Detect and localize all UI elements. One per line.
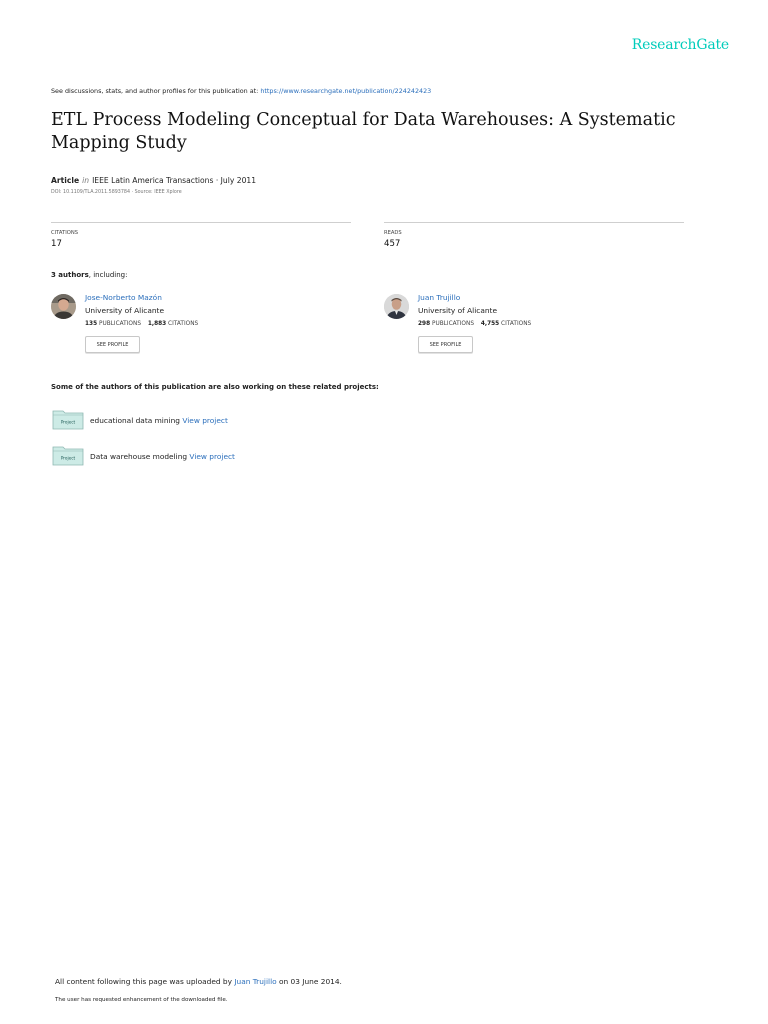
project-text xyxy=(90,416,228,425)
author-card xyxy=(384,292,684,357)
project-folder-label: Project xyxy=(60,455,76,461)
enhancement-note: The user has requested enhancement of the downloaded file. xyxy=(55,997,228,1003)
publication-venue-date: IEEE Latin America Transactions · July 2011 xyxy=(92,176,257,185)
publications-label: PUBLICATIONS xyxy=(431,321,475,327)
publications-count: 298 xyxy=(418,321,431,327)
uploader-link[interactable]: Juan Trujillo xyxy=(234,977,277,986)
reads-value: 457 xyxy=(384,239,401,249)
author-photo-icon xyxy=(51,294,76,319)
discussions-text: See discussions, stats, and author profiles for this publication at: xyxy=(51,87,261,95)
reads-label: READS xyxy=(384,230,402,236)
authors-count: 3 authors xyxy=(51,271,89,279)
view-project-link[interactable]: View project xyxy=(182,416,228,425)
avatar[interactable] xyxy=(384,294,409,319)
citations-count: 1,883 xyxy=(147,321,167,327)
citations-label: CITATIONS xyxy=(168,321,199,327)
authors-including: , including: xyxy=(88,271,128,279)
upload-suffix: on 03 June 2014. xyxy=(276,977,342,986)
citations-label: CITATIONS xyxy=(501,321,532,327)
project-folder-icon xyxy=(52,444,84,466)
project-text xyxy=(90,452,235,461)
doi-source: DOI: 10.1109/TLA.2011.5893784 · Source: IEEE Xplore xyxy=(51,190,182,195)
see-profile-button[interactable]: SEE PROFILE xyxy=(418,336,473,353)
author-photo-icon xyxy=(384,294,409,319)
reads-divider xyxy=(384,222,684,223)
project-name: educational data mining xyxy=(90,416,183,425)
publication-url-link[interactable]: https://www.researchgate.net/publication/224242423 xyxy=(260,87,432,95)
author-name-link[interactable]: Juan Trujillo xyxy=(418,293,461,302)
project-folder-icon xyxy=(52,408,84,430)
authors-count-line xyxy=(51,271,127,279)
author-stats xyxy=(418,321,531,327)
see-profile-button[interactable]: SEE PROFILE xyxy=(85,336,140,353)
author-card xyxy=(51,292,351,357)
in-label: in xyxy=(82,176,90,185)
upload-prefix: All content following this page was uploaded by xyxy=(55,977,235,986)
citations-value: 17 xyxy=(51,239,62,249)
author-institution: University of Alicante xyxy=(418,306,497,315)
author-institution: University of Alicante xyxy=(85,306,164,315)
project-name: Data warehouse modeling xyxy=(90,452,190,461)
related-projects-heading: Some of the authors of this publication are also working on these related projects: xyxy=(51,383,379,391)
project-item xyxy=(52,408,452,432)
upload-note xyxy=(55,977,342,986)
author-stats xyxy=(85,321,198,327)
citations-label: CITATIONS xyxy=(51,230,79,236)
view-project-link[interactable]: View project xyxy=(189,452,235,461)
publication-type: Article xyxy=(51,176,80,185)
publication-title: ETL Process Modeling Conceptual for Data Warehouses: A Systematic Mapping Study xyxy=(51,110,676,153)
researchgate-logo[interactable]: ResearchGate xyxy=(631,37,729,53)
project-folder-label: Project xyxy=(60,419,76,425)
publications-label: PUBLICATIONS xyxy=(98,321,142,327)
publication-meta xyxy=(51,176,256,185)
project-item xyxy=(52,444,452,468)
avatar[interactable] xyxy=(51,294,76,319)
publications-count: 135 xyxy=(85,321,98,327)
discussions-line xyxy=(51,87,431,95)
author-name-link[interactable]: Jose-Norberto Mazón xyxy=(85,293,162,302)
citations-count: 4,755 xyxy=(480,321,500,327)
citations-divider xyxy=(51,222,351,223)
